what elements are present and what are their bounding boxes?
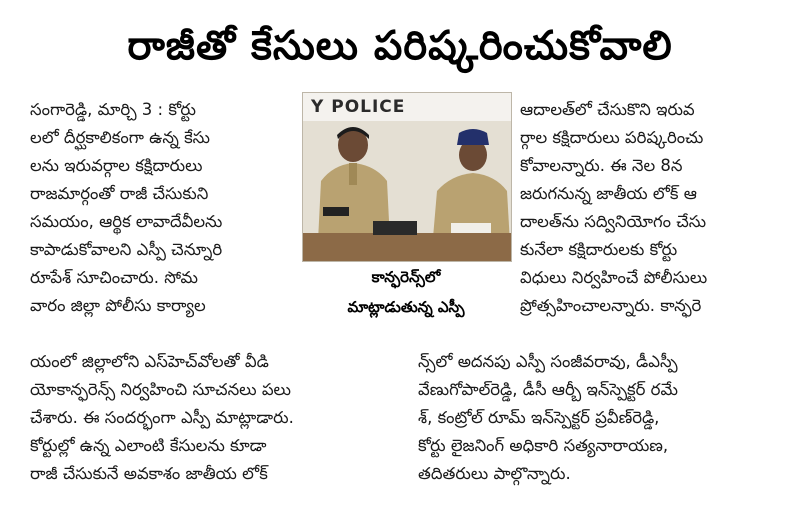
text-line: జరుగనున్న జాతీయ లోక్ ఆ (520, 184, 697, 203)
text-line: కోర్టు లైజనింగ్ అధికారి సత్యనారాయణ, (418, 436, 669, 455)
right-column (520, 96, 770, 320)
text-line: విధులు నిర్వహించే పోలీసులు (520, 268, 708, 287)
text-line: కోవాలన్నారు. ఈ నెల 8న (520, 156, 683, 175)
caption-line: మాట్లాడుతున్న ఎస్పీ (347, 298, 465, 316)
headline: రాజీతో కేసులు పరిష్కరించుకోవాలి (127, 23, 673, 69)
text-line: వేణుగోపాల్‌రెడ్డి, డీసీ ఆర్బీ ఇన్‌స్పెక్టర్ రమే (418, 380, 678, 399)
text-line: సంగారెడ్డి, మార్చి 3 : కోర్టు (30, 100, 196, 119)
text-line: రాజమార్గంతో రాజీ చేసుకుని (30, 184, 209, 203)
text-line: న్స్‌లో అదనపు ఎస్పీ సంజీవరావు, డీఎస్పీ (418, 352, 678, 371)
officers-illustration (303, 121, 511, 261)
text-line: కాపాడుకోవాలని ఎస్పీ చెన్నూరి (30, 240, 223, 259)
text-line: రాజీ చేసుకునే అవకాశం జాతీయ లోక్ (30, 464, 268, 483)
text-line: యంలో జిల్లాలోని ఎస్‌హెచ్‌వోలతో వీడి (30, 352, 269, 371)
left-column (30, 96, 298, 320)
bottom-right-column (418, 348, 778, 488)
news-photo (302, 92, 512, 262)
text-line: రూపేశ్ సూచించారు. సోమ (30, 268, 198, 287)
text-line: సమయం, ఆర్థిక లావాదేవీలను (30, 212, 223, 231)
text-line: ర్గాల కక్షిదారులు పరిష్కరించు (520, 128, 704, 147)
text-line: కోర్టుల్లో ఉన్న ఎలాంటి కేసులను కూడా (30, 436, 267, 455)
text-line: ఆదాలత్‌లో చేసుకొని ఇరువ (520, 100, 695, 119)
text-line: వారం జిల్లా పోలీసు కార్యాల (30, 296, 206, 315)
text-line: యోకాన్ఫరెన్స్ నిర్వహించి సూచనలు పలు (30, 380, 291, 399)
text-line: శ్, కంట్రోల్ రూమ్ ఇన్‌స్పెక్టర్ ప్రవీణ్‌రెడ్డి, (418, 408, 660, 427)
police-sign: Y POLICE (303, 93, 512, 121)
text-line: లను ఇరువర్గాల కక్షిదారులు (30, 156, 203, 175)
text-line: చేశారు. ఈ సందర్భంగా ఎస్పీ మాట్లాడారు. (30, 408, 294, 427)
text-line: దాలత్‌ను సద్వినియోగం చేసు (520, 212, 707, 231)
text-line: కునేలా కక్షిదారులకు కోర్టు (520, 240, 678, 259)
text-line: ప్రోత్సహించాలన్నారు. కాన్ఫరె (520, 296, 702, 315)
text-line: లలో దీర్ఘకాలికంగా ఉన్న కేసు (30, 128, 210, 147)
photo-caption (302, 262, 510, 336)
text-line: తదితరులు పాల్గొన్నారు. (418, 464, 571, 483)
caption-line: కాన్ఫరెన్స్‌లో (371, 268, 441, 286)
bottom-left-column (30, 348, 410, 488)
